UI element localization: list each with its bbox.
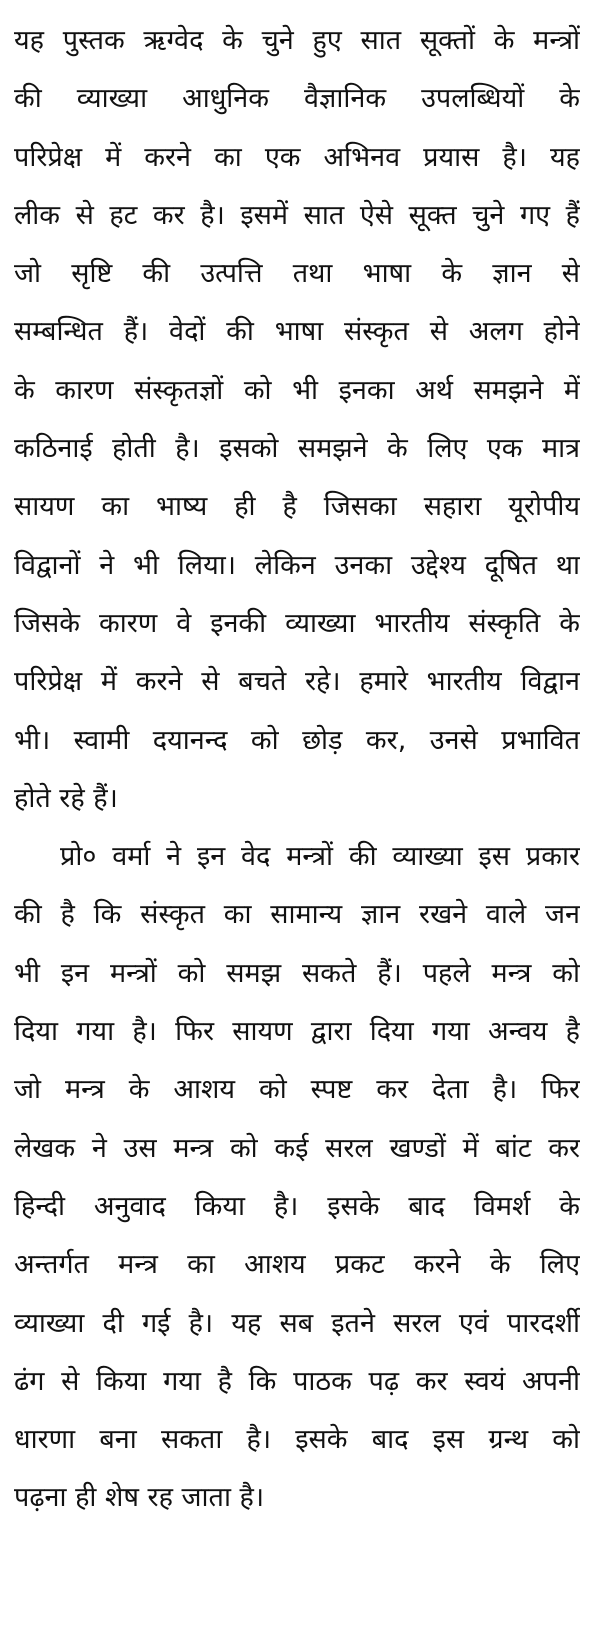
paragraph-intro bbox=[14, 12, 580, 828]
text-line: धारणा बना सकता है। इसके बाद इस ग्रन्थ को bbox=[14, 1424, 580, 1456]
text-line: दिया गया है। फिर सायण द्वारा दिया गया अन्वय है bbox=[14, 1016, 580, 1048]
paragraph-description bbox=[14, 828, 580, 1528]
text-line: जिसके कारण वे इनकी व्याख्या भारतीय संस्कृति के bbox=[14, 607, 580, 639]
text-line: जो मन्त्र के आशय को स्पष्ट कर देता है। फिर bbox=[14, 1074, 580, 1106]
text-line: लेखक ने उस मन्त्र को कई सरल खण्डों में बांट कर bbox=[14, 1132, 580, 1164]
text-line: परिप्रेक्ष में करने से बचते रहे। हमारे भारतीय विद्वान bbox=[14, 666, 580, 698]
text-line: सम्बन्धित हैं। वेदों की भाषा संस्कृत से अलग होने bbox=[14, 316, 580, 348]
text-line: पढ़ना ही शेष रह जाता है। bbox=[14, 1482, 265, 1514]
text-line: भी इन मन्त्रों को समझ सकते हैं। पहले मन्त्र को bbox=[14, 957, 580, 989]
text-line: की व्याख्या आधुनिक वैज्ञानिक उपलब्धियों के bbox=[14, 83, 580, 115]
text-line: विद्वानों ने भी लिया। लेकिन उनका उद्देश्य दूषित था bbox=[14, 549, 580, 581]
text-line: सायण का भाष्य ही है जिसका सहारा यूरोपीय bbox=[14, 491, 580, 523]
text-line: परिप्रेक्ष में करने का एक अभिनव प्रयास है। यह bbox=[14, 141, 580, 173]
text-line: लीक से हट कर है। इसमें सात ऐसे सूक्त चुने गए हैं bbox=[14, 199, 580, 231]
text-line: प्रो० वर्मा ने इन वेद मन्त्रों की व्याख्या इस प्रकार bbox=[60, 841, 580, 873]
text-line: कठिनाई होती है। इसको समझने के लिए एक मात्र bbox=[14, 433, 580, 465]
text-line: होते रहे हैं। bbox=[14, 782, 118, 814]
text-line: के कारण संस्कृतज्ञों को भी इनका अर्थ समझने में bbox=[14, 374, 580, 406]
text-line: भी। स्वामी दयानन्द को छोड़ कर, उनसे प्रभावित bbox=[14, 724, 580, 756]
text-line: ढंग से किया गया है कि पाठक पढ़ कर स्वयं अपनी bbox=[14, 1365, 580, 1397]
text-line: जो सृष्टि की उत्पत्ति तथा भाषा के ज्ञान से bbox=[14, 258, 580, 290]
text-line: यह पुस्तक ऋग्वेद के चुने हुए सात सूक्तों के मन्त्रों bbox=[14, 25, 580, 56]
text-line: की है कि संस्कृत का सामान्य ज्ञान रखने वाले जन bbox=[14, 899, 580, 931]
text-line: व्याख्या दी गई है। यह सब इतने सरल एवं पारदर्शी bbox=[14, 1307, 580, 1339]
text-line: हिन्दी अनुवाद किया है। इसके बाद विमर्श के bbox=[14, 1190, 580, 1222]
text-line: अन्तर्गत मन्त्र का आशय प्रकट करने के लिए bbox=[14, 1249, 580, 1281]
